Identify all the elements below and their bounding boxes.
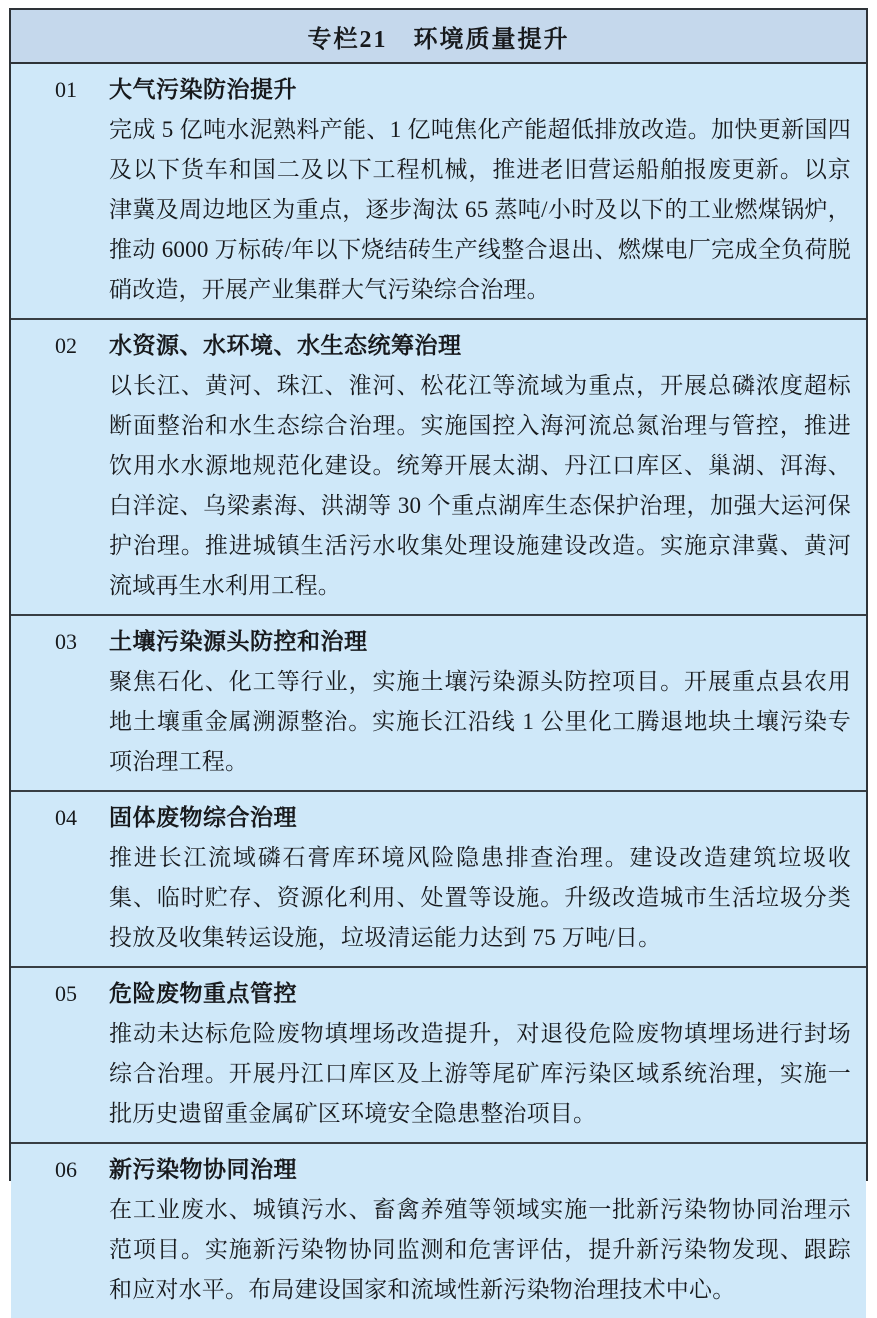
section-heading: 水资源、水环境、水生态统筹治理 — [109, 333, 462, 358]
section-body: 推动未达标危险废物填埋场改造提升，对退役危险废物填埋场进行封场综合治理。开展丹江口库区及上游等尾矿库污染区域系统治理，实施一批历史遗留重金属矿区环境安全隐患整治项目。 — [109, 1021, 851, 1126]
section-head — [11, 974, 866, 1014]
section-number: 06 — [55, 1157, 77, 1182]
section-head — [11, 326, 866, 366]
section-06 — [11, 1142, 866, 1318]
section-heading: 土壤污染源头防控和治理 — [109, 629, 368, 654]
section-02 — [11, 318, 866, 614]
section-heading: 固体废物综合治理 — [109, 805, 297, 830]
panel-title: 专栏21 环境质量提升 — [11, 10, 866, 64]
section-body: 推进长江流域磷石膏库环境风险隐患排查治理。建设改造建筑垃圾收集、临时贮存、资源化利用、处置等设施。升级改造城市生活垃圾分类投放及收集转运设施，垃圾清运能力达到 75 万吨/日。 — [109, 845, 851, 950]
section-body: 聚焦石化、化工等行业，实施土壤污染源头防控项目。开展重点县农用地土壤重金属溯源整治。实施长江沿线 1 公里化工腾退地块土壤污染专项治理工程。 — [109, 669, 851, 774]
section-heading: 大气污染防治提升 — [109, 77, 297, 102]
section-head — [11, 1150, 866, 1190]
section-heading: 危险废物重点管控 — [109, 981, 297, 1006]
section-number: 05 — [55, 981, 77, 1006]
section-body: 以长江、黄河、珠江、淮河、松花江等流域为重点，开展总磷浓度超标断面整治和水生态综合治理。实施国控入海河流总氮治理与管控，推进饮用水水源地规范化建设。统筹开展太湖、丹江口库区、巢湖、洱海、白洋淀、乌梁素海、洪湖等 30 个重点湖库生态保护治理，加强大运河保护治理。推进城镇生活污水收集处理设施建设改造。实施京津冀、黄河流域再生水利用工程。 — [109, 373, 851, 598]
section-05 — [11, 966, 866, 1142]
section-body: 在工业废水、城镇污水、畜禽养殖等领域实施一批新污染物协同治理示范项目。实施新污染物协同监测和危害评估，提升新污染物发现、跟踪和应对水平。布局建设国家和流域性新污染物治理技术中心。 — [109, 1197, 851, 1302]
section-head — [11, 70, 866, 110]
section-head — [11, 798, 866, 838]
box-21-panel — [9, 8, 868, 1302]
section-number: 04 — [55, 805, 77, 830]
section-body: 完成 5 亿吨水泥熟料产能、1 亿吨焦化产能超低排放改造。加快更新国四及以下货车和国二及以下工程机械，推进老旧营运船舶报废更新。以京津冀及周边地区为重点，逐步淘汰 65 蒸吨/小时及以下的工业燃煤锅炉，推动 6000 万标砖/年以下烧结砖生产线整合退出、燃煤电厂完成全负荷脱硝改造，开展产业集群大气污染综合治理。 — [109, 117, 851, 302]
section-04 — [11, 790, 866, 966]
section-number: 01 — [55, 77, 77, 102]
section-number: 02 — [55, 333, 77, 358]
section-head — [11, 622, 866, 662]
section-01 — [11, 64, 866, 318]
section-number: 03 — [55, 629, 77, 654]
section-03 — [11, 614, 866, 790]
section-heading: 新污染物协同治理 — [109, 1157, 297, 1182]
